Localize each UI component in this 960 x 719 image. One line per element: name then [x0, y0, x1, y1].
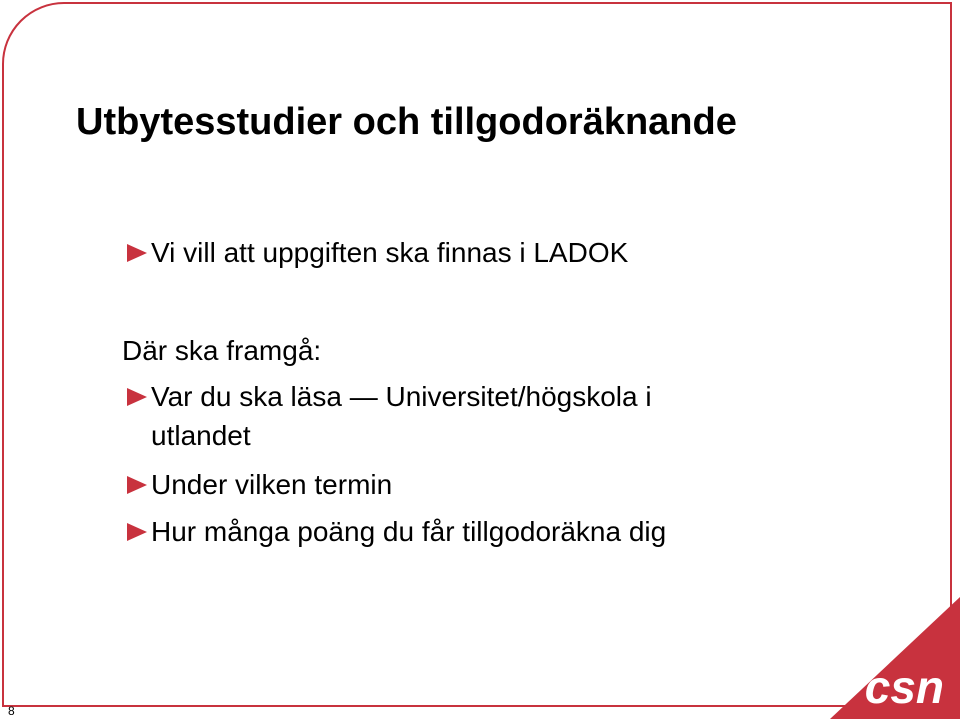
logo-text: csn: [864, 661, 944, 713]
intro-text: Där ska framgå:: [122, 335, 322, 366]
csn-logo-icon: [830, 597, 960, 719]
bullet-arrow-icon: [127, 476, 147, 494]
slide-title: Utbytesstudier och tillgodoräknande: [76, 101, 737, 143]
sub-bullet-text: Var du ska läsa — Universitet/högskola i: [151, 381, 652, 412]
sub-bullet-continuation: utlandet: [151, 420, 251, 451]
sub-bullet-text: Under vilken termin: [151, 469, 393, 500]
page-number: 8: [8, 704, 15, 718]
bullet-arrow-icon: [127, 388, 147, 406]
bullet-arrow-icon: [127, 523, 147, 541]
bullet-text: Vi vill att uppgiften ska finnas i LADOK: [151, 237, 629, 268]
sub-bullet-text: Hur många poäng du får tillgodoräkna dig: [151, 516, 667, 547]
bullet-arrow-icon: [127, 244, 147, 262]
